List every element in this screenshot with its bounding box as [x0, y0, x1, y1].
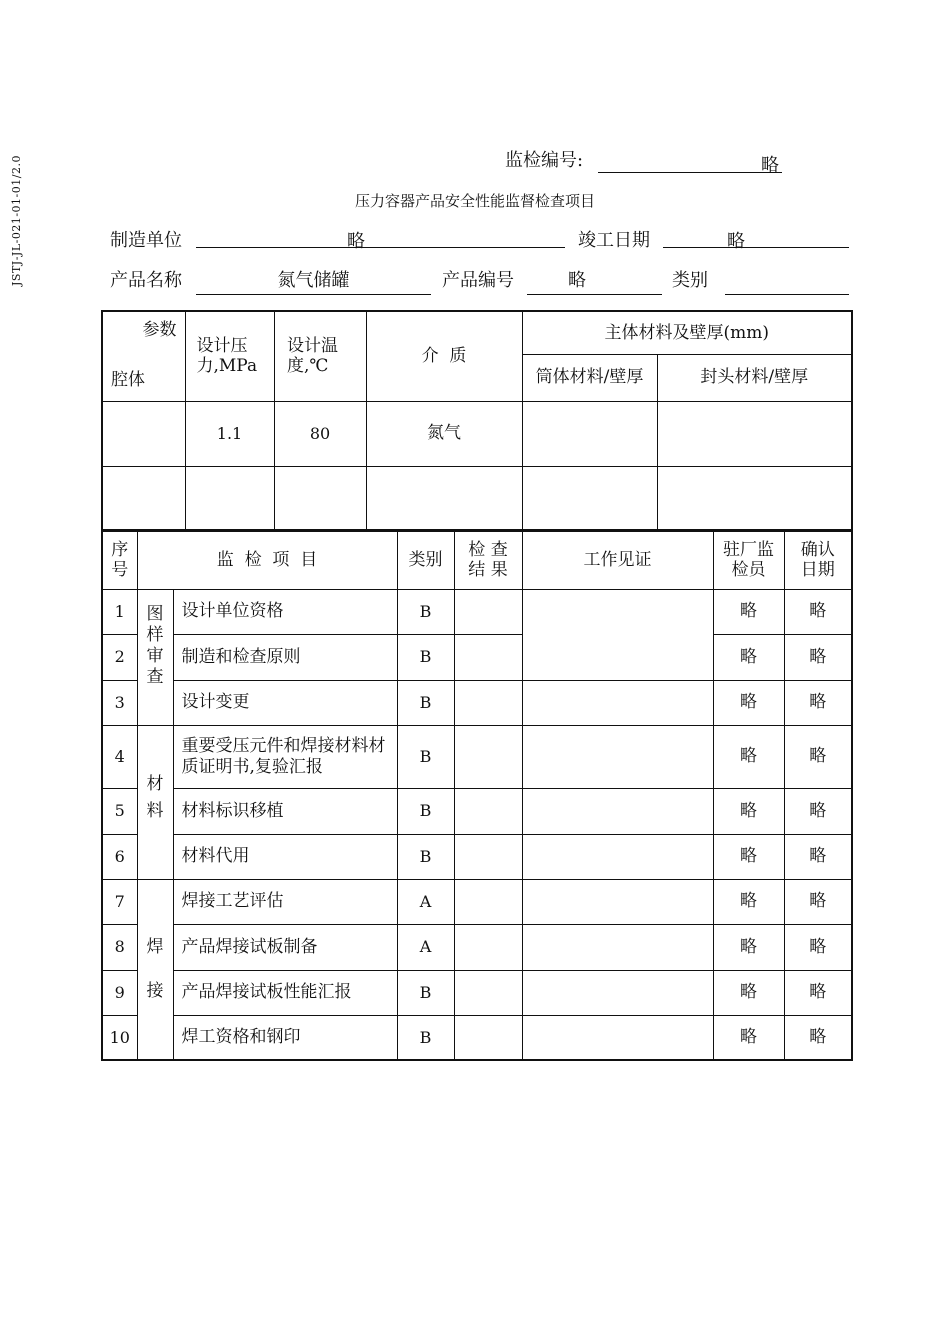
evidence-cell[interactable] — [522, 879, 713, 924]
category-header: 类别 — [397, 531, 454, 589]
inspector-cell[interactable]: 略 — [713, 1015, 784, 1060]
group-welding: 焊接 — [137, 879, 173, 1060]
result-header: 检 查 结 果 — [454, 531, 522, 589]
group-materials: 材料 — [137, 725, 173, 879]
product-name-value[interactable]: 氮气储罐 — [277, 270, 350, 291]
param-cell-pressure[interactable] — [185, 466, 274, 530]
result-cell[interactable] — [454, 879, 522, 924]
category-cell: B — [397, 834, 454, 879]
completion-label: 竣工日期 — [578, 230, 650, 251]
seq-cell: 8 — [102, 924, 137, 970]
chamber-label: 腔体 — [111, 370, 145, 391]
date-cell[interactable]: 略 — [784, 924, 852, 970]
result-cell[interactable] — [454, 970, 522, 1015]
date-cell[interactable]: 略 — [784, 879, 852, 924]
medium-header: 介 质 — [366, 311, 522, 401]
category-cell: B — [397, 589, 454, 634]
date-cell[interactable]: 略 — [784, 788, 852, 834]
date-cell[interactable]: 略 — [784, 680, 852, 725]
result-cell[interactable] — [454, 589, 522, 634]
inspector-cell[interactable]: 略 — [713, 970, 784, 1015]
item-cell: 焊接工艺评估 — [173, 879, 397, 924]
item-cell: 重要受压元件和焊接材料材质证明书,复验汇报 — [173, 725, 397, 788]
group-drawing-review: 图样审查 — [137, 589, 173, 725]
head-header: 封头材料/壁厚 — [657, 354, 852, 401]
param-chamber-header-cell — [102, 311, 185, 401]
temperature-header: 设计温度,℃ — [274, 311, 366, 401]
product-no-line — [527, 294, 662, 295]
category-cell: B — [397, 1015, 454, 1060]
inspection-no-value[interactable]: 略 — [761, 155, 779, 176]
param-cell-head[interactable] — [657, 466, 852, 530]
param-label: 参数 — [142, 320, 177, 340]
category-cell: A — [397, 924, 454, 970]
seq-cell: 5 — [102, 788, 137, 834]
category-cell: B — [397, 970, 454, 1015]
inspection-items-table — [101, 530, 853, 1061]
material-header: 主体材料及壁厚(mm) — [522, 311, 852, 354]
param-cell-chamber[interactable] — [102, 401, 185, 466]
date-cell[interactable]: 略 — [784, 725, 852, 788]
param-cell-chamber[interactable] — [102, 466, 185, 530]
item-cell: 产品焊接试板制备 — [173, 924, 397, 970]
item-cell: 焊工资格和钢印 — [173, 1015, 397, 1060]
item-cell: 材料代用 — [173, 834, 397, 879]
parameters-table — [101, 310, 853, 531]
result-cell[interactable] — [454, 834, 522, 879]
param-cell-shell[interactable] — [522, 466, 657, 530]
evidence-cell[interactable] — [522, 924, 713, 970]
completion-value[interactable]: 略 — [727, 231, 745, 252]
result-cell[interactable] — [454, 634, 522, 680]
shell-header: 筒体材料/壁厚 — [522, 354, 657, 401]
result-cell[interactable] — [454, 1015, 522, 1060]
item-cell: 制造和检查原则 — [173, 634, 397, 680]
date-cell[interactable]: 略 — [784, 970, 852, 1015]
date-cell[interactable]: 略 — [784, 634, 852, 680]
inspector-cell[interactable]: 略 — [713, 924, 784, 970]
maker-value[interactable]: 略 — [347, 231, 365, 252]
inspector-cell[interactable]: 略 — [713, 879, 784, 924]
result-cell[interactable] — [454, 680, 522, 725]
seq-cell: 6 — [102, 834, 137, 879]
inspector-cell[interactable]: 略 — [713, 725, 784, 788]
evidence-cell[interactable] — [522, 1015, 713, 1060]
evidence-cell[interactable] — [522, 589, 713, 680]
item-cell: 材料标识移植 — [173, 788, 397, 834]
inspector-cell[interactable]: 略 — [713, 680, 784, 725]
result-cell[interactable] — [454, 788, 522, 834]
product-no-value[interactable]: 略 — [568, 270, 586, 291]
item-header: 监 检 项 目 — [137, 531, 397, 589]
category-label: 类别 — [672, 270, 708, 291]
inspector-header: 驻厂监检员 — [713, 531, 784, 589]
evidence-cell[interactable] — [522, 680, 713, 725]
param-cell-medium[interactable] — [366, 466, 522, 530]
param-cell-pressure[interactable]: 1.1 — [185, 401, 274, 466]
param-cell-temperature[interactable]: 80 — [274, 401, 366, 466]
inspector-cell[interactable]: 略 — [713, 788, 784, 834]
param-cell-shell[interactable] — [522, 401, 657, 466]
param-cell-head[interactable] — [657, 401, 852, 466]
document-code: JSTJ-JL-021-01-01/2.0 — [10, 155, 23, 286]
seq-cell: 7 — [102, 879, 137, 924]
item-cell: 产品焊接试板性能汇报 — [173, 970, 397, 1015]
maker-label: 制造单位 — [110, 230, 182, 251]
product-name-label: 产品名称 — [110, 270, 182, 291]
date-cell[interactable]: 略 — [784, 1015, 852, 1060]
inspection-no-label: 监检编号: — [505, 150, 584, 171]
category-cell: A — [397, 879, 454, 924]
product-name-line — [196, 294, 431, 295]
evidence-cell[interactable] — [522, 725, 713, 788]
result-cell[interactable] — [454, 725, 522, 788]
category-cell: B — [397, 788, 454, 834]
inspector-cell[interactable]: 略 — [713, 589, 784, 634]
item-cell: 设计变更 — [173, 680, 397, 725]
category-cell: B — [397, 680, 454, 725]
seq-cell: 3 — [102, 680, 137, 725]
inspector-cell[interactable]: 略 — [713, 834, 784, 879]
param-cell-medium[interactable]: 氮气 — [366, 401, 522, 466]
result-cell[interactable] — [454, 924, 522, 970]
seq-cell: 9 — [102, 970, 137, 1015]
date-cell[interactable]: 略 — [784, 589, 852, 634]
date-header: 确认日期 — [784, 531, 852, 589]
evidence-header: 工作见证 — [522, 531, 713, 589]
seq-header: 序号 — [102, 531, 137, 589]
param-cell-temperature[interactable] — [274, 466, 366, 530]
category-cell: B — [397, 725, 454, 788]
seq-cell: 2 — [102, 634, 137, 680]
category-cell: B — [397, 634, 454, 680]
item-cell: 设计单位资格 — [173, 589, 397, 634]
date-cell[interactable]: 略 — [784, 834, 852, 879]
page-title: 压力容器产品安全性能监督检查项目 — [354, 192, 595, 210]
pressure-header: 设计压力,MPa — [185, 311, 274, 401]
evidence-cell[interactable] — [522, 834, 713, 879]
inspector-cell[interactable]: 略 — [713, 634, 784, 680]
product-no-label: 产品编号 — [442, 270, 514, 291]
evidence-cell[interactable] — [522, 970, 713, 1015]
seq-cell: 10 — [102, 1015, 137, 1060]
evidence-cell[interactable] — [522, 788, 713, 834]
seq-cell: 1 — [102, 589, 137, 634]
seq-cell: 4 — [102, 725, 137, 788]
category-line — [725, 294, 849, 295]
